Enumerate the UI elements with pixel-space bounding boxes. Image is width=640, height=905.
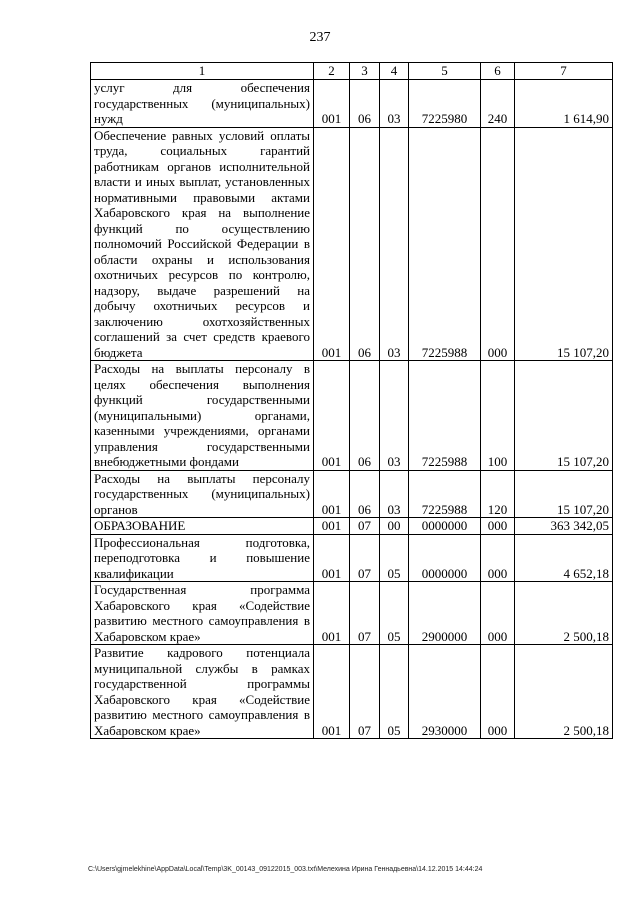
cell-section-code: 07 — [350, 645, 380, 739]
row-name: ОБРАЗОВАНИЕ — [91, 518, 314, 535]
table-row — [91, 80, 613, 128]
row-name: Развитие кадрового потенциала муниципальной службы в рамках государственной программы Хабаровского края «Содействие развитию местного самоуправления в Хабаровском крае» — [91, 645, 314, 739]
cell-subsection-code: 05 — [380, 534, 409, 582]
column-header: 3 — [350, 63, 380, 80]
cell-subsection-code: 03 — [380, 361, 409, 471]
column-header: 1 — [91, 63, 314, 80]
column-header: 2 — [314, 63, 350, 80]
cell-target-code: 0000000 — [409, 534, 481, 582]
column-header: 7 — [515, 63, 613, 80]
cell-section-code: 06 — [350, 361, 380, 471]
row-name: Обеспечение равных условий оплаты труда, социальных гарантий работникам органов исполнительной власти и иных выплат, установленных нормативными правовыми актами Хабаровского края на выполнение функций по осуществлению полномочий Российской Федерации в области охраны и использования охотничьих ресурсов по контролю, надзору, выдаче разрешений на добычу охотничьих ресурсов и заключению охотхозяйственных соглашений за счет средств краевого бюджета — [91, 127, 314, 361]
cell-target-code: 0000000 — [409, 518, 481, 535]
row-name: Расходы на выплаты персоналу государственных (муниципальных) органов — [91, 470, 314, 518]
table-row — [91, 127, 613, 361]
cell-expense-type: 240 — [481, 80, 515, 128]
cell-amount: 363 342,05 — [515, 518, 613, 535]
cell-section-code: 07 — [350, 582, 380, 645]
cell-section-code: 06 — [350, 470, 380, 518]
cell-expense-type: 000 — [481, 534, 515, 582]
cell-amount: 2 500,18 — [515, 645, 613, 739]
row-name: Государственная программа Хабаровского края «Содействие развитию местного самоуправления в Хабаровском крае» — [91, 582, 314, 645]
row-name: Профессиональная подготовка, переподготовка и повышение квалификации — [91, 534, 314, 582]
cell-subsection-code: 03 — [380, 80, 409, 128]
cell-expense-type: 000 — [481, 645, 515, 739]
cell-target-code: 2900000 — [409, 582, 481, 645]
cell-amount: 2 500,18 — [515, 582, 613, 645]
table-row — [91, 361, 613, 471]
budget-table — [90, 62, 613, 739]
cell-ministry-code: 001 — [314, 518, 350, 535]
row-name: Расходы на выплаты персоналу в целях обеспечения выполнения функций государственными (муниципальными) органами, казенными учреждениями, органами управления государственными внебюджетными фондами — [91, 361, 314, 471]
table-row — [91, 470, 613, 518]
table-row — [91, 582, 613, 645]
cell-ministry-code: 001 — [314, 127, 350, 361]
table-row — [91, 645, 613, 739]
cell-subsection-code: 05 — [380, 645, 409, 739]
cell-ministry-code: 001 — [314, 534, 350, 582]
table-row — [91, 518, 613, 535]
cell-ministry-code: 001 — [314, 582, 350, 645]
cell-target-code: 7225988 — [409, 361, 481, 471]
cell-section-code: 07 — [350, 518, 380, 535]
column-header: 5 — [409, 63, 481, 80]
table-row — [91, 534, 613, 582]
row-name: услуг для обеспечения государственных (муниципальных) нужд — [91, 80, 314, 128]
cell-target-code: 7225988 — [409, 470, 481, 518]
cell-amount: 4 652,18 — [515, 534, 613, 582]
cell-ministry-code: 001 — [314, 361, 350, 471]
cell-amount: 15 107,20 — [515, 361, 613, 471]
column-header: 6 — [481, 63, 515, 80]
cell-ministry-code: 001 — [314, 470, 350, 518]
cell-expense-type: 000 — [481, 582, 515, 645]
cell-subsection-code: 03 — [380, 470, 409, 518]
cell-expense-type: 100 — [481, 361, 515, 471]
cell-expense-type: 000 — [481, 518, 515, 535]
footer-file-path: C:\Users\gjmelekhine\AppData\Local\Temp\3K_00143_09122015_003.txt\Мелехина Ирина Геннадьевна\14.12.2015 14:44:24 — [88, 866, 483, 873]
cell-target-code: 7225980 — [409, 80, 481, 128]
cell-section-code: 07 — [350, 534, 380, 582]
cell-amount: 15 107,20 — [515, 127, 613, 361]
cell-ministry-code: 001 — [314, 645, 350, 739]
cell-amount: 1 614,90 — [515, 80, 613, 128]
table-header-row — [91, 63, 613, 80]
cell-subsection-code: 03 — [380, 127, 409, 361]
cell-section-code: 06 — [350, 127, 380, 361]
cell-amount: 15 107,20 — [515, 470, 613, 518]
page-number: 237 — [309, 30, 331, 45]
cell-section-code: 06 — [350, 80, 380, 128]
cell-expense-type: 120 — [481, 470, 515, 518]
cell-expense-type: 000 — [481, 127, 515, 361]
cell-target-code: 2930000 — [409, 645, 481, 739]
cell-subsection-code: 00 — [380, 518, 409, 535]
cell-target-code: 7225988 — [409, 127, 481, 361]
column-header: 4 — [380, 63, 409, 80]
cell-subsection-code: 05 — [380, 582, 409, 645]
cell-ministry-code: 001 — [314, 80, 350, 128]
